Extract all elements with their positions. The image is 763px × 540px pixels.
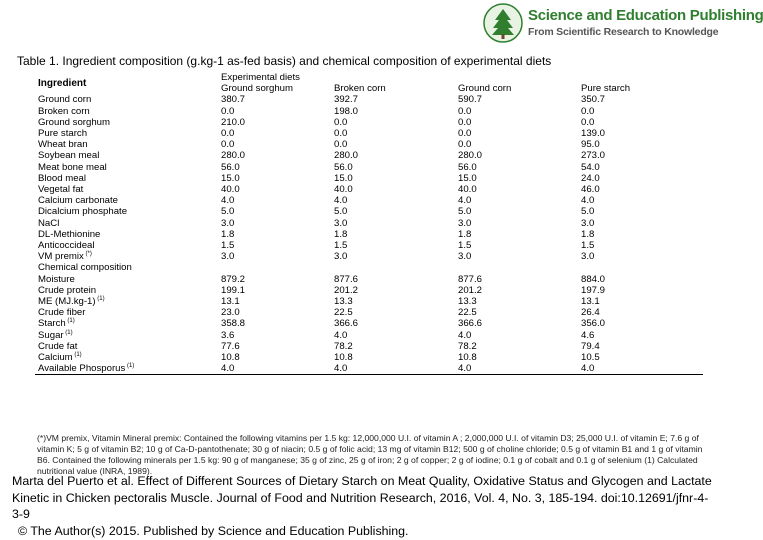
publisher-logo [482, 2, 763, 46]
value-cell: 877.6 [458, 273, 483, 285]
value-cell: 4.0 [334, 329, 348, 341]
table-row [35, 363, 703, 375]
table-row [35, 195, 703, 206]
value-cell: 280.0 [221, 150, 246, 162]
value-cell: 590.7 [458, 94, 483, 106]
table-row [35, 218, 703, 229]
row-label: NaCl [38, 217, 60, 229]
value-cell: 10.8 [458, 352, 477, 364]
footnote-marker: (1) [95, 295, 105, 302]
table-row [35, 318, 703, 329]
value-cell: 0.0 [458, 116, 472, 128]
value-cell: 366.6 [334, 318, 359, 330]
footnote-marker: (1) [63, 329, 73, 336]
table-row [35, 173, 703, 184]
footnote-marker: (1) [65, 318, 75, 325]
publisher-tagline: From Scientific Research to Knowledge [528, 26, 719, 38]
row-label: Soybean meal [38, 150, 100, 162]
value-cell: 5.0 [581, 206, 595, 218]
value-cell: 3.0 [581, 251, 595, 263]
value-cell: 380.7 [221, 94, 246, 106]
table-row [35, 341, 703, 352]
value-cell: 13.3 [458, 296, 477, 308]
value-cell: 201.2 [458, 284, 483, 296]
value-cell: 3.0 [458, 251, 472, 263]
value-cell: 56.0 [334, 161, 353, 173]
value-cell: 280.0 [334, 150, 359, 162]
header-diet: Pure starch [581, 83, 631, 95]
value-cell: 3.0 [334, 251, 348, 263]
value-cell: 4.0 [334, 195, 348, 207]
table-row [35, 150, 703, 161]
value-cell: 54.0 [581, 161, 600, 173]
value-cell: 358.8 [221, 318, 246, 330]
row-label: Moisture [38, 273, 75, 285]
value-cell: 5.0 [221, 206, 235, 218]
value-cell: 1.5 [334, 240, 348, 252]
row-label: Broken corn [38, 105, 90, 117]
row-label: Sugar $^{(1)}$ [38, 329, 73, 341]
row-label: Wheat bran [38, 139, 88, 151]
table-row [35, 285, 703, 296]
value-cell: 15.0 [458, 172, 477, 184]
value-cell: 0.0 [581, 116, 595, 128]
value-cell: 273.0 [581, 150, 606, 162]
value-cell: 0.0 [458, 105, 472, 117]
value-cell: 210.0 [221, 116, 246, 128]
value-cell: 0.0 [458, 128, 472, 140]
table-row [35, 139, 703, 150]
row-label: Calcium $^{(1)}$ [38, 351, 82, 364]
value-cell: 4.6 [581, 329, 595, 341]
header-ingredient: Ingredient [38, 77, 87, 89]
table-row [35, 330, 703, 341]
table-row [35, 106, 703, 117]
value-cell: 139.0 [581, 128, 606, 140]
value-cell: 0.0 [221, 105, 235, 117]
value-cell: 3.6 [221, 329, 235, 341]
value-cell: 22.5 [334, 307, 353, 319]
table-row [35, 162, 703, 173]
row-label: Calcium carbonate [38, 195, 118, 207]
value-cell: 56.0 [221, 161, 240, 173]
footnote-marker: (1) [125, 363, 135, 370]
value-cell: 10.8 [334, 352, 353, 364]
row-label: Crude protein [38, 284, 97, 296]
value-cell: 3.0 [581, 217, 595, 229]
header-experimental-diets: Experimental diets [221, 72, 300, 83]
value-cell: 46.0 [581, 184, 600, 196]
value-cell: 3.0 [221, 251, 235, 263]
footnote-marker: (1) [72, 351, 82, 358]
row-label: Ground sorghum [38, 116, 110, 128]
value-cell: 13.1 [581, 296, 600, 308]
value-cell: 40.0 [334, 184, 353, 196]
value-cell: 366.6 [458, 318, 483, 330]
value-cell: 5.0 [458, 206, 472, 218]
value-cell: 23.0 [221, 307, 240, 319]
row-label: VM premix (*) [38, 251, 92, 263]
publisher-name: Science and Education Publishing [528, 7, 763, 24]
footnote-marker: (*) [83, 251, 92, 258]
value-cell: 5.0 [334, 206, 348, 218]
row-label: Anticoccideal [38, 240, 95, 252]
citation: Marta del Puerto et al. Effect of Different Sources of Dietary Starch on Meat Quality, Oxidative Status and Glycogen and Lactate Kinetic in Chicken pectoralis Muscle. Journal of Food and Nutrition Research, 2016, Vol. 4, No. 3, 185-194. doi:10.12691/jfnr-4-3-9 [12, 474, 712, 521]
value-cell: 22.5 [458, 307, 477, 319]
header-diet: Broken corn [334, 83, 386, 95]
chemical-rows [35, 274, 703, 375]
value-cell: 1.5 [221, 240, 235, 252]
value-cell: 0.0 [581, 105, 595, 117]
value-cell: 4.0 [218, 363, 331, 375]
row-label: Crude fiber [38, 307, 86, 319]
header-diet: Ground corn [458, 83, 512, 95]
value-cell: 15.0 [334, 172, 353, 184]
row-label: Starch $^{(1)}$ [38, 318, 75, 330]
row-label: Blood meal [38, 172, 86, 184]
value-cell: 26.4 [581, 307, 600, 319]
table-row [35, 352, 703, 363]
table-row [35, 274, 703, 285]
value-cell: 15.0 [221, 172, 240, 184]
value-cell: 3.0 [458, 217, 472, 229]
value-cell: 392.7 [334, 94, 359, 106]
value-cell: 4.0 [455, 363, 578, 375]
value-cell: 1.8 [458, 228, 472, 240]
value-cell: 95.0 [581, 139, 600, 151]
value-cell: 1.5 [581, 240, 595, 252]
value-cell: 879.2 [221, 273, 246, 285]
row-label: Ground corn [38, 94, 92, 106]
row-label: Dicalcium phosphate [38, 206, 128, 218]
header-diet: Ground sorghum [221, 83, 293, 95]
table-footnote: (*)VM premix, Vitamin Mineral premix: Contained the following vitamins per 1.5 kg: 12,000,000 U.I. of vitamin A ; 2,000,000 U.I. of vitamin D3; 25,000 U.I. of vitamin E; 7.6 g of vitamin K; 5 g of vitamin B2; 10 g of Ca-D-pantothenate; 30 g of niacin; 0.5 g of folic acid; 13 mg of vitamin B12; 500 g of choline chloride; 0.5 g of vitamin B1 and 1 g of vitamin B6. Contained the following minerals per 1.5 kg: 90 g of manganese; 35 g of zinc, 25 g of iron; 2 g of copper; 2 g of iodine; 0.1 g of cobalt and 0.1 g of selenium (1) Calculated nutritional value (INRA, 1989). [37, 433, 703, 476]
ingredient-rows [35, 94, 703, 262]
table-row [35, 251, 703, 262]
section-row [35, 262, 703, 273]
value-cell: 199.1 [221, 284, 246, 296]
value-cell: 78.2 [334, 340, 353, 352]
value-cell: 10.8 [221, 352, 240, 364]
value-cell: 201.2 [334, 284, 359, 296]
value-cell: 56.0 [458, 161, 477, 173]
row-label: DL-Methionine [38, 228, 101, 240]
table-caption: Table 1. Ingredient composition (g.kg-1 as-fed basis) and chemical composition of experimental diets [17, 54, 552, 68]
row-label: Pure starch [38, 128, 88, 140]
section-label: Chemical composition [38, 262, 132, 274]
value-cell: 884.0 [581, 273, 606, 285]
value-cell: 0.0 [334, 139, 348, 151]
value-cell: 0.0 [221, 139, 235, 151]
value-cell: 10.5 [581, 352, 600, 364]
value-cell: 24.0 [581, 172, 600, 184]
value-cell: 197.9 [581, 284, 606, 296]
table-row [35, 296, 703, 307]
table-row [35, 307, 703, 318]
value-cell: 4.0 [458, 195, 472, 207]
value-cell: 0.0 [334, 116, 348, 128]
row-label: Available Phosporus $^{(1)}$ [35, 363, 218, 375]
row-label: ME (MJ.kg-1) $^{(1)}$ [38, 295, 105, 308]
value-cell: 4.0 [581, 195, 595, 207]
value-cell: 4.0 [458, 329, 472, 341]
copyright-notice: © The Author(s) 2015. Published by Science and Education Publishing. [18, 524, 409, 538]
value-cell: 4.0 [578, 363, 703, 375]
value-cell: 79.4 [581, 340, 600, 352]
value-cell: 280.0 [458, 150, 483, 162]
composition-table [35, 72, 703, 375]
row-label: Vegetal fat [38, 184, 84, 196]
value-cell: 3.0 [221, 217, 235, 229]
value-cell: 198.0 [334, 105, 359, 117]
tree-logo-icon [482, 2, 524, 44]
table-row [35, 184, 703, 195]
value-cell: 1.8 [334, 228, 348, 240]
value-cell: 1.8 [581, 228, 595, 240]
value-cell: 1.5 [458, 240, 472, 252]
value-cell: 13.1 [221, 296, 240, 308]
table-row [35, 240, 703, 251]
value-cell: 77.6 [221, 340, 240, 352]
row-label: Meat bone meal [38, 161, 107, 173]
value-cell: 40.0 [458, 184, 477, 196]
value-cell: 350.7 [581, 94, 606, 106]
value-cell: 0.0 [221, 128, 235, 140]
value-cell: 4.0 [331, 363, 455, 375]
table-row [35, 117, 703, 128]
value-cell: 4.0 [221, 195, 235, 207]
value-cell: 78.2 [458, 340, 477, 352]
table-row [35, 206, 703, 217]
row-label: Crude fat [38, 340, 78, 352]
table-row [35, 94, 703, 105]
value-cell: 1.8 [221, 228, 235, 240]
value-cell: 3.0 [334, 217, 348, 229]
value-cell: 0.0 [334, 128, 348, 140]
value-cell: 877.6 [334, 273, 359, 285]
table-row [35, 128, 703, 139]
value-cell: 13.3 [334, 296, 353, 308]
value-cell: 356.0 [581, 318, 606, 330]
value-cell: 0.0 [458, 139, 472, 151]
value-cell: 40.0 [221, 184, 240, 196]
table-row [35, 229, 703, 240]
